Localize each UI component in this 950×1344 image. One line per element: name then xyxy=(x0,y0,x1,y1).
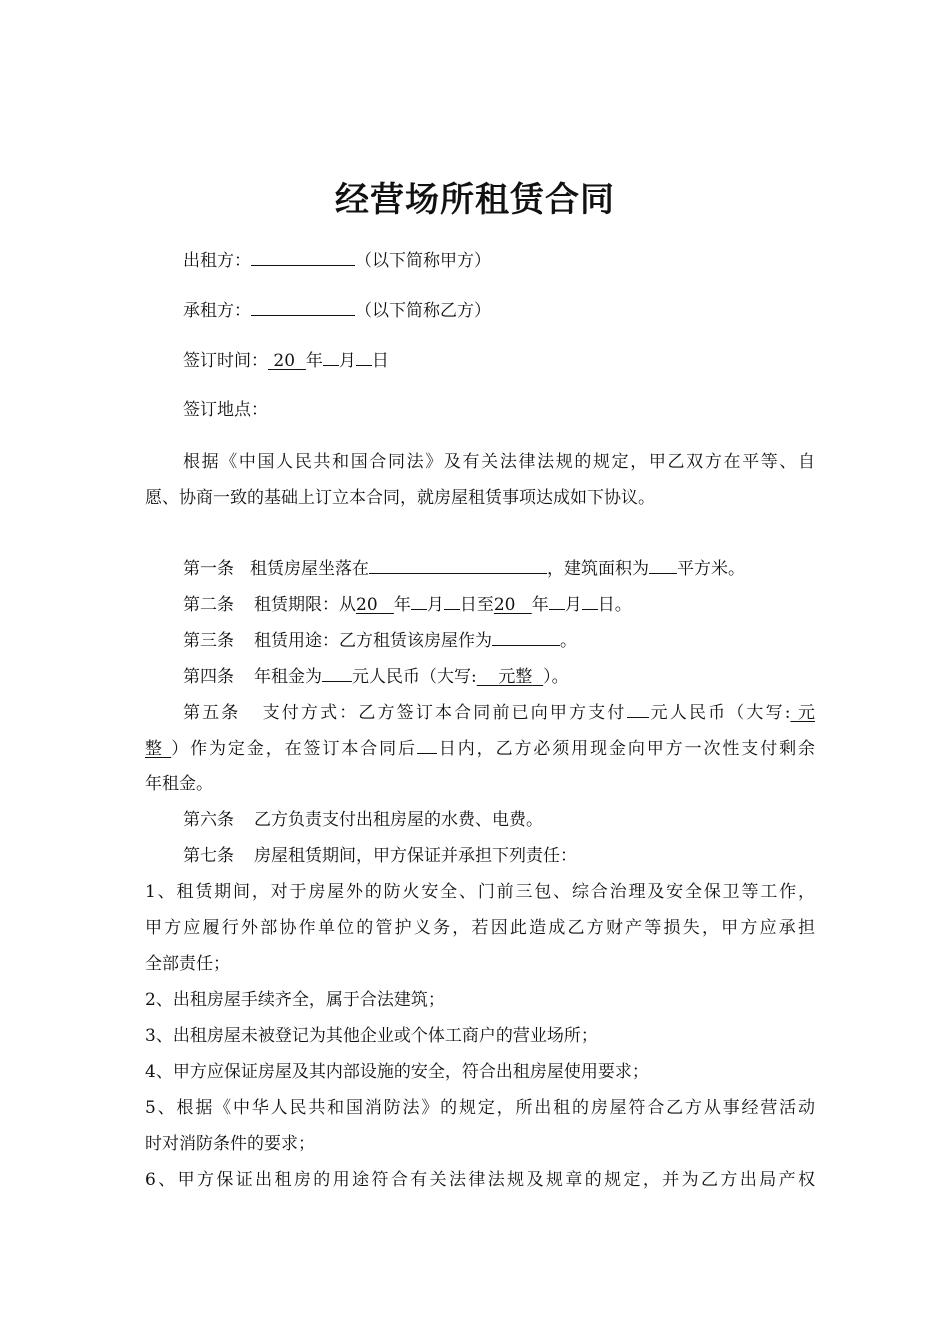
lessor-blank xyxy=(251,248,355,266)
date-year-prefix: 20 xyxy=(273,351,296,371)
location-blank xyxy=(369,556,547,574)
intro-paragraph-line-2: 愿、协商一致的基础上订立本合同，就房屋租赁事项达成如下协议。 xyxy=(145,488,655,508)
item-5-line-1: 5、根据《中华人民共和国消防法》的规定，所出租的房屋符合乙方从事经营活动 xyxy=(145,1098,815,1118)
article-5-line-3: 年租金。 xyxy=(145,774,213,794)
article-3: 第三条 租赁用途：乙方租赁该房屋作为 。 xyxy=(183,628,815,653)
item-4: 4、甲方应保证房屋及其内部设施的安全，符合出租房屋使用要求； xyxy=(145,1062,649,1082)
days-blank xyxy=(417,736,437,754)
item-1-line-1: 1、租赁期间，对于房屋外的防火安全、门前三包、综合治理及安全保卫等工作， xyxy=(145,882,815,902)
rent-blank xyxy=(322,664,352,682)
article-5-line-2: 整 ）作为定金，在签订本合同后 日内，乙方必须用现金向甲方一次性支付剩余 xyxy=(145,736,815,761)
article-5-line-1: 第五条 支付方式：乙方签订本合同前已向甲方支付 元人民币（大写: 元 xyxy=(183,700,815,725)
item-6-line-1: 6、甲方保证出租房的用途符合有关法律法规及规章的规定，并为乙方出局产权 xyxy=(145,1170,815,1190)
signing-date-line: 签订时间： 20 年 月 日 xyxy=(183,348,815,373)
purpose-blank xyxy=(492,628,560,646)
lessee-blank xyxy=(251,298,355,316)
item-2: 2、出租房屋手续齐全，属于合法建筑； xyxy=(145,990,445,1010)
article-7: 第七条 房屋租赁期间，甲方保证并承担下列责任： xyxy=(183,846,577,866)
article-6: 第六条 乙方负责支付出租房屋的水费、电费。 xyxy=(183,810,543,830)
signing-place-line: 签订地点： xyxy=(183,400,268,420)
item-1-line-2: 甲方应履行外部协作单位的管护义务，若因此造成乙方财产等损失，甲方应承担 xyxy=(145,918,815,938)
lessee-line: 承租方： （以下简称乙方） xyxy=(183,298,815,323)
intro-paragraph-line-1: 根据《中国人民共和国合同法》及有关法律法规的规定，甲乙双方在平等、自 xyxy=(183,452,815,472)
item-3: 3、出租房屋未被登记为其他企业或个体工商户的营业场所； xyxy=(145,1026,598,1046)
lessor-line: 出租方： （以下简称甲方） xyxy=(183,248,815,273)
article-4: 第四条 年租金为 元人民币（大写: 元整 ）。 xyxy=(183,664,815,689)
deposit-blank xyxy=(627,700,649,718)
contract-title: 经营场所租赁合同 xyxy=(335,180,615,220)
item-1-line-3: 全部责任； xyxy=(145,954,230,974)
area-blank xyxy=(649,556,677,574)
item-5-line-2: 时对消防条件的要求； xyxy=(145,1134,315,1154)
article-2: 第二条 租赁期限：从20 年 月 日至20 年 月 日。 xyxy=(183,592,815,617)
article-1: 第一条 租赁房屋坐落在 ，建筑面积为 平方米。 xyxy=(183,556,815,581)
rent-amount-words: 元整 xyxy=(498,667,533,687)
